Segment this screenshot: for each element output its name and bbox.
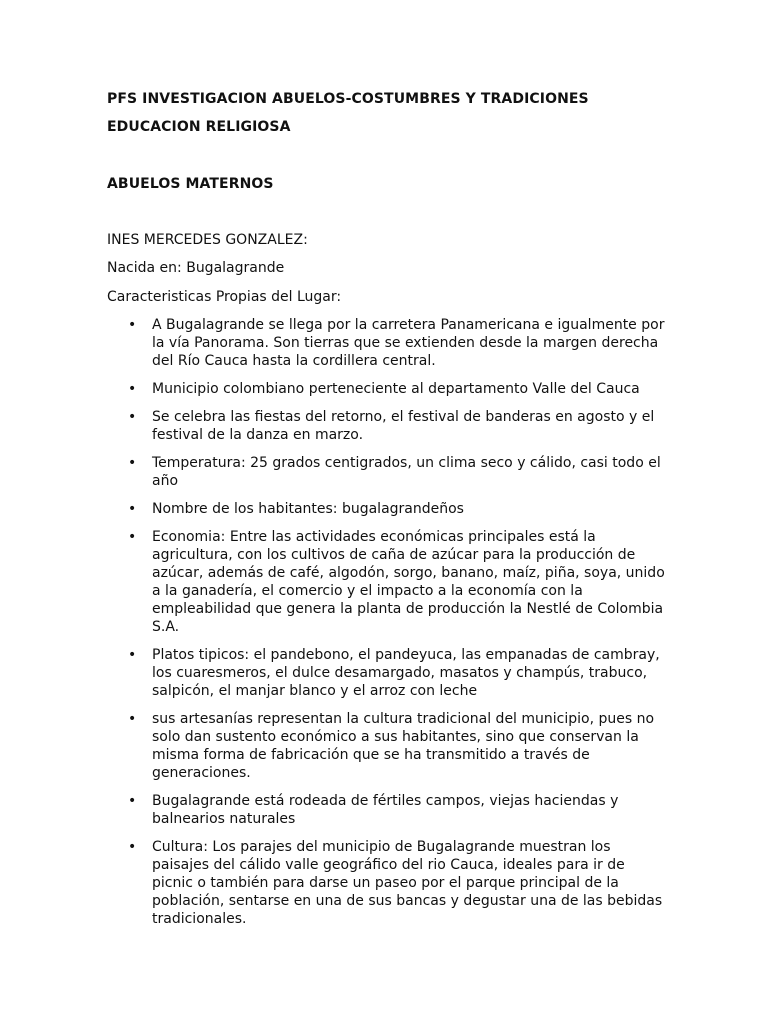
bullet-icon: • [128, 647, 137, 663]
list-item [107, 710, 667, 782]
list-item-text: Temperatura: 25 grados centigrados, un clima seco y cálido, casi todo el año [152, 455, 661, 489]
list-item-text: A Bugalagrande se llega por la carretera Panamericana e igualmente por la vía Panorama. Son tierras que se extienden desde la margen derecha del Río Cauca hasta la cordillera central. [152, 317, 665, 369]
bullet-icon: • [128, 455, 137, 471]
list-item-text: Economia: Entre las actividades económicas principales está la agricultura, con los cultivos de caña de azúcar para la producción de azúcar, además de café, algodón, sorgo, banano, maíz, piña, soya, unido a la ganadería, el comercio y el impacto a la economía con la empleabilidad que genera la planta de producción la Nestlé de Colombia S.A. [152, 529, 665, 635]
bullet-icon: • [128, 317, 137, 333]
bullet-icon: • [128, 381, 137, 397]
bullet-icon: • [128, 409, 137, 425]
list-item [107, 792, 667, 828]
list-item-text: Municipio colombiano perteneciente al departamento Valle del Cauca [152, 381, 640, 397]
bullet-icon: • [128, 529, 137, 545]
bullet-icon: • [128, 839, 137, 855]
list-item [107, 408, 667, 444]
list-item [107, 316, 667, 370]
document-title: PFS INVESTIGACION ABUELOS-COSTUMBRES Y TRADICIONES [107, 91, 589, 107]
birthplace-line: Nacida en: Bugalagrande [107, 260, 285, 276]
list-item-text: Bugalagrande está rodeada de fértiles campos, viejas haciendas y balnearios naturales [152, 793, 619, 827]
list-item-text: Se celebra las fiestas del retorno, el festival de banderas en agosto y el festival de la danza en marzo. [152, 409, 655, 443]
bullet-icon: • [128, 793, 137, 809]
list-item-text: Cultura: Los parajes del municipio de Bugalagrande muestran los paisajes del cálido valle geográfico del rio Cauca, ideales para ir de picnic o también para darse un paseo por el parque principal de la población, sentarse en una de sus bancas y degustar una de las bebidas tradicionales. [152, 839, 663, 927]
characteristics-label: Caracteristicas Propias del Lugar: [107, 289, 342, 305]
characteristics-list [107, 316, 667, 938]
list-item [107, 500, 667, 518]
bullet-icon: • [128, 711, 137, 727]
list-item [107, 380, 667, 398]
person-name: INES MERCEDES GONZALEZ: [107, 232, 308, 248]
list-item-text: Platos tipicos: el pandebono, el pandeyuca, las empanadas de cambray, los cuaresmeros, el dulce desamargado, masatos y champús, trabuco, salpicón, el manjar blanco y el arroz con leche [152, 647, 660, 699]
list-item [107, 646, 667, 700]
bullet-icon: • [128, 501, 137, 517]
document-subject: EDUCACION RELIGIOSA [107, 119, 291, 135]
list-item [107, 454, 667, 490]
list-item [107, 838, 667, 928]
list-item-text: Nombre de los habitantes: bugalagrandeños [152, 501, 464, 517]
list-item-text: sus artesanías representan la cultura tradicional del municipio, pues no solo dan sustento económico a sus habitantes, sino que conservan la misma forma de fabricación que se ha transmitido a través de generaciones. [152, 711, 655, 781]
list-item [107, 528, 667, 636]
section-heading: ABUELOS MATERNOS [107, 176, 274, 192]
